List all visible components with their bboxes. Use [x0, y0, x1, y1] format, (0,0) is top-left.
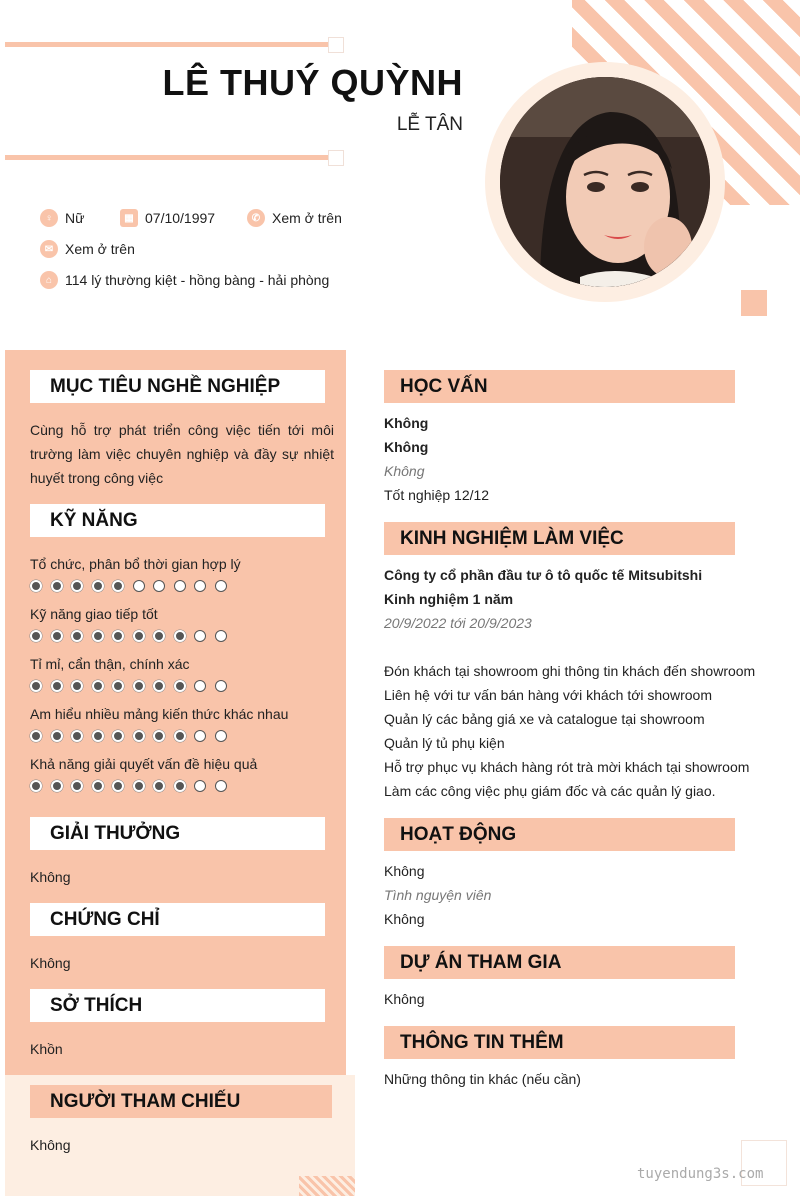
section-title-activities: HOẠT ĐỘNG [384, 818, 735, 851]
rating-dot-filled [51, 580, 63, 592]
skill-label: Am hiểu nhiều mảng kiến thức khác nhau [30, 706, 289, 722]
references-text: Không [30, 1137, 71, 1153]
candidate-name: LÊ THUÝ QUỲNH [162, 62, 463, 103]
education-description: Tốt nghiệp 12/12 [384, 487, 490, 503]
phone-icon: ✆ [247, 209, 265, 227]
rating-dot-filled [71, 680, 83, 692]
experience-company: Công ty cổ phần đầu tư ô tô quốc tế Mitsubitshi [384, 567, 703, 583]
experience-time: 20/9/2022 tới 20/9/2023 [384, 615, 532, 631]
rating-dot-filled [174, 780, 186, 792]
experience-duty: Đón khách tại showroom ghi thông tin khách đến showroom [384, 663, 756, 679]
info-phone [247, 209, 342, 227]
gender-icon: ♀ [40, 209, 58, 227]
more-info-text: Những thông tin khác (nếu cần) [384, 1071, 581, 1087]
section-title-references: NGƯỜI THAM CHIẾU [30, 1085, 332, 1118]
rating-dot-empty [153, 580, 165, 592]
section-title-projects: DỰ ÁN THAM GIA [384, 946, 735, 979]
email-icon: ✉ [40, 240, 58, 258]
skill-rating [30, 680, 235, 692]
rating-dot-filled [112, 580, 124, 592]
rating-dot-filled [51, 680, 63, 692]
rating-dot-filled [71, 630, 83, 642]
info-dob [120, 209, 215, 227]
rating-dot-filled [92, 580, 104, 592]
rating-dot-empty [194, 630, 206, 642]
skill-label: Khả năng giải quyết vấn đề hiệu quả [30, 756, 258, 772]
info-gender [40, 209, 84, 227]
experience-duty: Hỗ trợ phục vụ khách hàng rót trà mời khách tại showroom [384, 759, 750, 775]
calendar-icon: ▦ [120, 209, 138, 227]
decorative-stripes-bottom [299, 1176, 355, 1196]
rating-dot-filled [133, 680, 145, 692]
rating-dot-empty [194, 730, 206, 742]
rating-dot-filled [112, 630, 124, 642]
education-time: Không [384, 463, 425, 479]
rating-dot-filled [153, 780, 165, 792]
rating-dot-filled [174, 680, 186, 692]
rating-dot-empty [215, 680, 227, 692]
rating-dot-filled [51, 780, 63, 792]
info-address [40, 271, 329, 289]
rating-dot-filled [174, 630, 186, 642]
rating-dot-empty [194, 680, 206, 692]
rating-dot-filled [71, 780, 83, 792]
rating-dot-filled [112, 730, 124, 742]
skill-label: Tỉ mỉ, cẩn thận, chính xác [30, 656, 190, 672]
rating-dot-filled [133, 730, 145, 742]
rating-dot-filled [92, 680, 104, 692]
rating-dot-filled [153, 680, 165, 692]
rating-dot-filled [92, 730, 104, 742]
experience-duty: Làm các công việc phụ giám đốc và các quản lý giao. [384, 783, 716, 799]
section-title-education: HỌC VẤN [384, 370, 735, 403]
info-phone-text: Xem ở trên [272, 210, 342, 226]
avatar [500, 77, 710, 287]
rating-dot-filled [153, 730, 165, 742]
rating-dot-filled [112, 680, 124, 692]
info-gender-text: Nữ [65, 210, 85, 226]
experience-duty: Liên hệ với tư vấn bán hàng với khách tới showroom [384, 687, 712, 703]
skill-rating [30, 580, 235, 592]
skill-label: Kỹ năng giao tiếp tốt [30, 606, 158, 622]
section-title-hobbies: SỞ THÍCH [30, 989, 325, 1022]
rating-dot-empty [194, 780, 206, 792]
rating-dot-empty [194, 580, 206, 592]
rating-dot-filled [153, 630, 165, 642]
header-bottom-box [328, 150, 344, 166]
header-top-line [5, 42, 330, 47]
rating-dot-filled [133, 780, 145, 792]
education-major: Không [384, 439, 429, 455]
experience-duty: Quản lý tủ phụ kiện [384, 735, 505, 751]
rating-dot-filled [30, 730, 42, 742]
rating-dot-filled [112, 780, 124, 792]
section-title-experience: KINH NGHIỆM LÀM VIỆC [384, 522, 735, 555]
rating-dot-empty [133, 580, 145, 592]
awards-text: Không [30, 869, 71, 885]
activity-description: Không [384, 911, 425, 927]
rating-dot-filled [30, 780, 42, 792]
experience-position: Kinh nghiệm 1 năm [384, 591, 514, 607]
section-title-certificates: CHỨNG CHỈ [30, 903, 325, 936]
rating-dot-filled [30, 630, 42, 642]
header-top-box [328, 37, 344, 53]
home-icon: ⌂ [40, 271, 58, 289]
info-email-text: Xem ở trên [65, 241, 135, 257]
info-email [40, 240, 135, 258]
info-address-text: 114 lý thường kiệt - hồng bàng - hải phòng [65, 272, 330, 288]
header-bottom-line [5, 155, 330, 160]
objective-text: Cùng hỗ trợ phát triển công việc tiến tới môi trường làm việc chuyên nghiệp và đầy sự nhiệt huyết trong công việc [30, 422, 334, 486]
experience-duty: Quản lý các bảng giá xe và catalogue tại showroom [384, 711, 705, 727]
projects-text: Không [384, 991, 425, 1007]
rating-dot-empty [215, 580, 227, 592]
rating-dot-filled [51, 630, 63, 642]
skill-rating [30, 630, 235, 642]
rating-dot-filled [174, 730, 186, 742]
skill-label: Tổ chức, phân bổ thời gian hợp lý [30, 556, 241, 572]
rating-dot-filled [51, 730, 63, 742]
skill-rating [30, 780, 235, 792]
section-title-objective: MỤC TIÊU NGHỀ NGHIỆP [30, 370, 325, 403]
info-dob-text: 07/10/1997 [145, 210, 216, 226]
rating-dot-empty [174, 580, 186, 592]
rating-dot-filled [30, 580, 42, 592]
rating-dot-filled [92, 780, 104, 792]
activity-organization: Không [384, 863, 425, 879]
decorative-square [741, 290, 767, 316]
activity-role: Tình nguyện viên [384, 887, 492, 903]
rating-dot-filled [92, 630, 104, 642]
rating-dot-empty [215, 780, 227, 792]
section-title-skills: KỸ NĂNG [30, 504, 325, 537]
rating-dot-filled [71, 730, 83, 742]
rating-dot-filled [71, 580, 83, 592]
candidate-role: LỄ TÂN [396, 114, 463, 135]
hobbies-text: Khồn [30, 1041, 63, 1057]
rating-dot-filled [30, 680, 42, 692]
watermark: tuyendung3s.com [637, 1166, 764, 1182]
rating-dot-empty [215, 730, 227, 742]
education-school: Không [384, 415, 429, 431]
rating-dot-filled [133, 630, 145, 642]
rating-dot-empty [215, 630, 227, 642]
skill-rating [30, 730, 235, 742]
certificates-text: Không [30, 955, 71, 971]
section-title-more-info: THÔNG TIN THÊM [384, 1026, 735, 1059]
section-title-awards: GIẢI THƯỞNG [30, 817, 325, 850]
